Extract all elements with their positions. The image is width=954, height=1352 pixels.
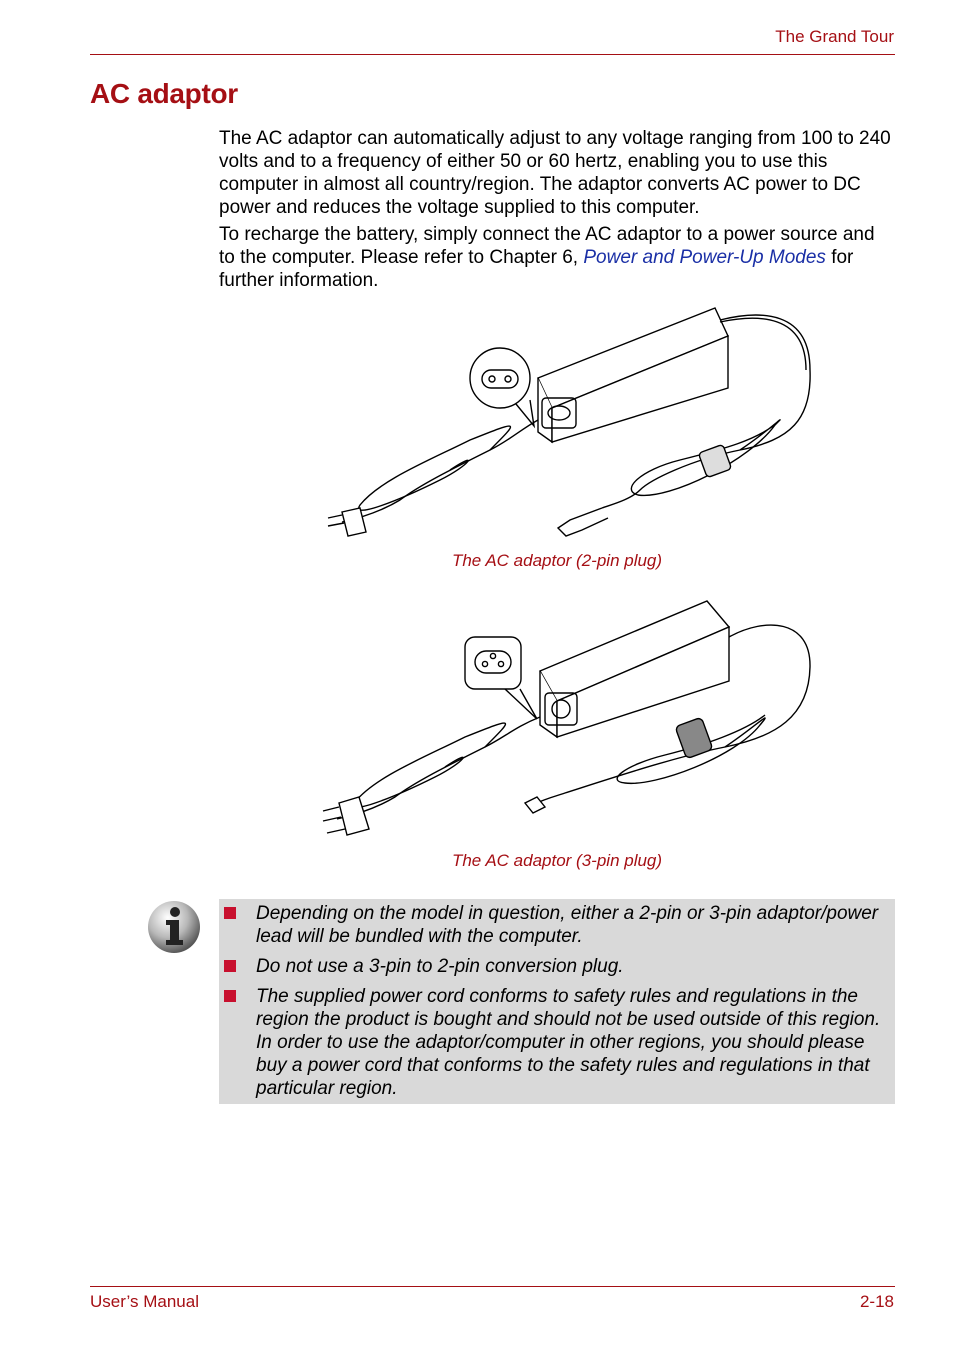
intro-paragraph [219,127,895,219]
chapter-link[interactable]: Power and Power-Up Modes [583,247,826,268]
footer-rule [90,1286,895,1287]
running-header: The Grand Tour [775,27,894,46]
recharge-text-before: To recharge the battery, simply connect the AC adaptor to a power source and to the computer. Please refer to Chapter 6, [219,224,875,268]
ac-adaptor-2pin-illustration [320,300,820,545]
header-rule [90,54,895,55]
note-item-text: The supplied power cord conforms to safety rules and regulations in the region the product is bought and should not be used outside of this region. In order to use the adaptor/computer in other regions, you should please buy a power cord that conforms to the safety rules and regulations in that particular region. [256,986,881,1099]
note-item [219,902,895,948]
page-number: 2-18 [859,1292,894,1311]
bullet-square-icon [224,990,236,1002]
bullet-square-icon [224,907,236,919]
footer-manual-title: User’s Manual [90,1292,199,1311]
note-item-text: Depending on the model in question, either a 2-pin or 3-pin adaptor/power lead will be bundled with the computer. [256,903,879,947]
intro-paragraph-text: The AC adaptor can automatically adjust to any voltage ranging from 100 to 240 volts and to a frequency of either 50 or 60 hertz, enabling you to use this computer in almost all country/region. The adaptor converts AC power to DC power and reduces the voltage supplied to this computer. [219,128,891,218]
note-list [219,899,895,1100]
info-icon [146,899,202,955]
note-item [219,955,895,978]
note-box [219,899,895,1104]
ac-adaptor-3pin-illustration [315,597,820,847]
note-item-text: Do not use a 3-pin to 2-pin conversion plug. [256,956,624,977]
page-title: AC adaptor [90,78,238,109]
bullet-square-icon [224,960,236,972]
figure-caption-3pin: The AC adaptor (3-pin plug) [451,851,663,870]
recharge-paragraph [219,223,895,292]
recharge-text-after: for further information. [219,247,854,291]
figure-caption-2pin: The AC adaptor (2-pin plug) [451,551,663,570]
note-item [219,985,895,1100]
